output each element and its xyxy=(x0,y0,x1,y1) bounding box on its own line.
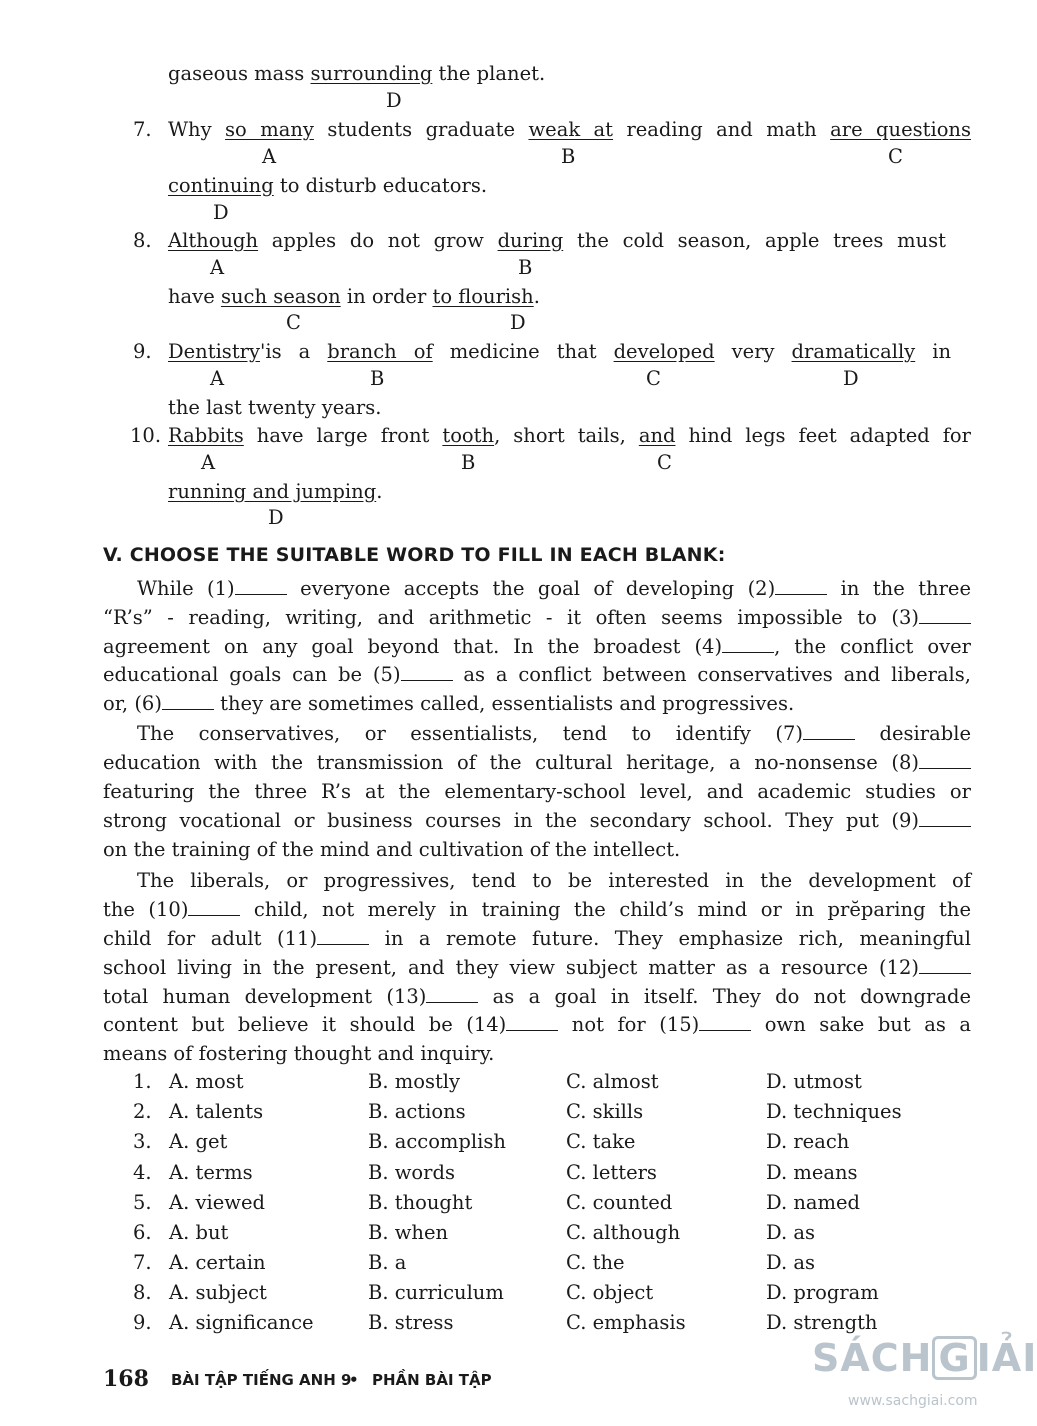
text-run: they are sometimes called, essentialists and progressives. xyxy=(213,692,795,715)
blank-line xyxy=(506,1012,558,1031)
text-run: the last twenty years. xyxy=(168,396,382,419)
question-7-line-2 xyxy=(168,172,487,200)
underlined-phrase: tooth xyxy=(442,424,495,447)
option-letter-c: C xyxy=(286,311,301,334)
text-run: education with the transmission of the cultural heritage, a no-nonsense (8) xyxy=(103,751,919,774)
option-choice-a: A. viewed xyxy=(169,1191,265,1214)
text-run: in the three xyxy=(827,577,971,600)
option-choice-b: B. stress xyxy=(368,1311,454,1334)
text-run: means of fostering thought and inquiry. xyxy=(103,1042,495,1065)
option-letter-a: A xyxy=(201,451,216,474)
text-run: apples do not grow xyxy=(258,229,498,252)
text-run: , short tails, xyxy=(494,424,639,447)
section-heading: V. CHOOSE THE SUITABLE WORD TO FILL IN EACH BLANK: xyxy=(103,544,726,566)
underlined-phrase: to flourish xyxy=(432,285,534,308)
underlined-phrase: during xyxy=(497,229,564,252)
blank-line xyxy=(162,691,214,710)
option-choice-a: A. talents xyxy=(169,1100,264,1123)
question-8-line-2 xyxy=(168,283,540,311)
text-run: as a goal in itself. They do not downgrade xyxy=(478,985,971,1008)
watermark-logo: SÁCH G IẢI xyxy=(812,1336,1037,1380)
underlined-phrase: Although xyxy=(168,229,259,252)
option-letter-a: A xyxy=(210,256,225,279)
option-choice-c: C. although xyxy=(566,1221,681,1244)
option-number: 9. xyxy=(133,1311,152,1334)
passage-line xyxy=(137,867,971,895)
option-choice-b: B. when xyxy=(368,1221,449,1244)
blank-line xyxy=(699,1012,751,1031)
text-run: While (1) xyxy=(137,577,235,600)
text-run: medicine that xyxy=(432,340,614,363)
option-choice-b: B. mostly xyxy=(368,1070,461,1093)
passage-line xyxy=(103,954,971,982)
passage-line xyxy=(103,633,971,661)
underlined-phrase: such season xyxy=(220,285,341,308)
page-number: 168 xyxy=(103,1366,149,1392)
text-run: or, (6) xyxy=(103,692,162,715)
blank-line xyxy=(722,634,774,653)
text-run: child, not merely in training the child’s mind or in prĕparing the xyxy=(240,898,971,921)
text-run: the cold season, apple trees must xyxy=(563,229,946,252)
option-letter-d: D xyxy=(510,311,526,334)
passage-line xyxy=(103,836,971,864)
passage-line xyxy=(103,896,971,924)
option-number: 1. xyxy=(133,1070,152,1093)
underlined-phrase: and xyxy=(638,424,676,447)
passage-line xyxy=(103,749,971,777)
text-run: agreement on any goal beyond that. In the broadest (4) xyxy=(103,635,723,658)
underlined-phrase: branch of xyxy=(327,340,433,363)
option-number: 4. xyxy=(133,1161,152,1184)
passage-line xyxy=(137,720,971,748)
footer-section: PHẦN BÀI TẬP xyxy=(372,1371,492,1389)
text-run: total human development (13) xyxy=(103,985,427,1008)
option-letter-d: D xyxy=(213,201,229,224)
option-number: 2. xyxy=(133,1100,152,1123)
passage-line xyxy=(103,925,971,953)
blank-line xyxy=(803,721,855,740)
underlined-phrase: running and jumping xyxy=(168,480,377,503)
text-run: featuring the three R’s at the elementary-school level, and academic studies or xyxy=(103,780,971,803)
question-number: 9. xyxy=(133,340,152,363)
option-letter-b: B xyxy=(518,256,533,279)
option-letter-a: A xyxy=(262,145,277,168)
option-letter-d: D xyxy=(386,89,402,112)
option-choice-d: D. techniques xyxy=(766,1100,902,1123)
option-letter-c: C xyxy=(657,451,672,474)
option-choice-c: C. emphasis xyxy=(566,1311,686,1334)
passage-line xyxy=(103,661,971,689)
text-run: hind legs feet adapted for xyxy=(675,424,971,447)
option-choice-d: D. utmost xyxy=(766,1070,862,1093)
option-choice-c: C. skills xyxy=(566,1100,644,1123)
blank-line xyxy=(426,984,478,1003)
option-letter-b: B xyxy=(561,145,576,168)
question-number: 8. xyxy=(133,229,152,252)
text-run: 'is a xyxy=(260,340,328,363)
text-run: very xyxy=(714,340,792,363)
question-9-line-1 xyxy=(168,338,951,366)
footer-bullet: • xyxy=(349,1371,359,1389)
underlined-phrase: Rabbits xyxy=(168,424,244,447)
text-run: own sake but as a xyxy=(751,1013,971,1036)
option-choice-b: B. thought xyxy=(368,1191,473,1214)
question-6-tail: gaseous mass surrounding the planet. xyxy=(168,62,546,85)
option-choice-a: A. certain xyxy=(169,1251,266,1274)
option-choice-c: C. object xyxy=(566,1281,654,1304)
passage-line xyxy=(103,690,971,718)
option-number: 6. xyxy=(133,1221,152,1244)
text-run: The conservatives, or essentialists, tend to identify (7) xyxy=(137,722,803,745)
option-letter-d: D xyxy=(843,367,859,390)
text-run: on the training of the mind and cultivation of the intellect. xyxy=(103,838,681,861)
text-run: , the conflict over xyxy=(774,635,971,658)
option-choice-c: C. take xyxy=(566,1130,636,1153)
text-run: child for adult (11) xyxy=(103,927,318,950)
option-choice-b: B. accomplish xyxy=(368,1130,506,1153)
option-number: 3. xyxy=(133,1130,152,1153)
passage-line xyxy=(103,604,971,632)
underlined-phrase: are questions xyxy=(830,118,971,141)
option-choice-a: A. subject xyxy=(169,1281,267,1304)
book-title: BÀI TẬP TIẾNG ANH 9 xyxy=(171,1371,352,1389)
option-number: 7. xyxy=(133,1251,152,1274)
blank-line xyxy=(919,750,971,769)
text-run: strong vocational or business courses in the secondary school. They put (9) xyxy=(103,809,919,832)
text-run: desirable xyxy=(855,722,971,745)
option-choice-d: D. strength xyxy=(766,1311,878,1334)
text-run: the (10) xyxy=(103,898,189,921)
option-choice-b: B. curriculum xyxy=(368,1281,504,1304)
option-choice-c: C. the xyxy=(566,1251,625,1274)
blank-line xyxy=(235,576,287,595)
blank-line xyxy=(188,897,240,916)
option-choice-d: D. as xyxy=(766,1251,815,1274)
text-run: have xyxy=(168,285,221,308)
text-run: . xyxy=(533,285,540,308)
text-run: in order xyxy=(340,285,433,308)
text-run: in xyxy=(915,340,952,363)
underlined-phrase: so many xyxy=(225,118,314,141)
option-choice-a: A. most xyxy=(169,1070,244,1093)
option-letter-c: C xyxy=(888,145,903,168)
question-8-line-1 xyxy=(168,227,946,255)
passage-line xyxy=(103,983,971,1011)
text-run: content but believe it should be (14) xyxy=(103,1013,507,1036)
passage-line xyxy=(103,807,971,835)
option-choice-c: C. counted xyxy=(566,1191,673,1214)
option-choice-c: C. letters xyxy=(566,1161,657,1184)
option-choice-d: D. reach xyxy=(766,1130,850,1153)
question-10-line-2 xyxy=(168,478,382,506)
option-choice-a: A. but xyxy=(169,1221,229,1244)
blank-line xyxy=(919,808,971,827)
underlined-phrase: continuing xyxy=(168,174,274,197)
option-letter-b: B xyxy=(370,367,385,390)
underlined-phrase: developed xyxy=(613,340,715,363)
logo-box-icon: G xyxy=(932,1336,976,1380)
question-number: 10. xyxy=(130,424,162,447)
text-run: “R’s” - reading, writing, and arithmetic - it often seems impossible to (3) xyxy=(103,606,919,629)
text-run: in a remote future. They emphasize rich, meaningful xyxy=(369,927,971,950)
underlined-phrase: dramatically xyxy=(791,340,916,363)
option-choice-d: D. named xyxy=(766,1191,861,1214)
passage-line xyxy=(103,1040,971,1068)
option-letter-b: B xyxy=(461,451,476,474)
option-choice-c: C. almost xyxy=(566,1070,659,1093)
option-choice-b: B. actions xyxy=(368,1100,466,1123)
watermark-url: www.sachgiai.com xyxy=(848,1393,978,1409)
blank-line xyxy=(919,955,971,974)
question-10-line-1 xyxy=(168,422,971,450)
blank-line xyxy=(775,576,827,595)
option-choice-b: B. words xyxy=(368,1161,455,1184)
blank-line xyxy=(401,662,453,681)
underlined-phrase: weak at xyxy=(528,118,614,141)
option-letter-c: C xyxy=(646,367,661,390)
option-letter-a: A xyxy=(210,367,225,390)
text-run: . xyxy=(376,480,383,503)
passage-line xyxy=(103,778,971,806)
text-run: The liberals, or progressives, tend to be interested in the development of xyxy=(137,869,971,892)
option-choice-a: A. terms xyxy=(169,1161,253,1184)
text-run: to disturb educators. xyxy=(273,174,488,197)
text-run: educational goals can be (5) xyxy=(103,663,401,686)
text-run: everyone accepts the goal of developing (2) xyxy=(286,577,776,600)
text-run: as a conflict between conservatives and liberals, xyxy=(452,663,972,686)
option-letter-d: D xyxy=(268,506,284,529)
text-run: students graduate xyxy=(313,118,529,141)
option-choice-b: B. a xyxy=(368,1251,407,1274)
option-choice-a: A. get xyxy=(169,1130,228,1153)
option-number: 5. xyxy=(133,1191,152,1214)
question-7-line-1 xyxy=(168,116,971,144)
option-choice-a: A. significance xyxy=(169,1311,314,1334)
question-number: 7. xyxy=(133,118,152,141)
passage-line xyxy=(103,1011,971,1039)
text-run: reading and math xyxy=(613,118,831,141)
option-choice-d: D. means xyxy=(766,1161,858,1184)
text-run: Why xyxy=(168,118,226,141)
option-choice-d: D. as xyxy=(766,1221,815,1244)
text-run: have large front xyxy=(243,424,443,447)
blank-line xyxy=(317,926,369,945)
text-run: school living in the present, and they view subject matter as a resource (12) xyxy=(103,956,919,979)
underlined-phrase: Dentistry xyxy=(168,340,260,363)
passage-line xyxy=(137,575,971,603)
blank-line xyxy=(919,605,971,624)
text-run: not for (15) xyxy=(558,1013,700,1036)
option-number: 8. xyxy=(133,1281,152,1304)
question-9-line-2 xyxy=(168,394,381,422)
option-choice-d: D. program xyxy=(766,1281,879,1304)
